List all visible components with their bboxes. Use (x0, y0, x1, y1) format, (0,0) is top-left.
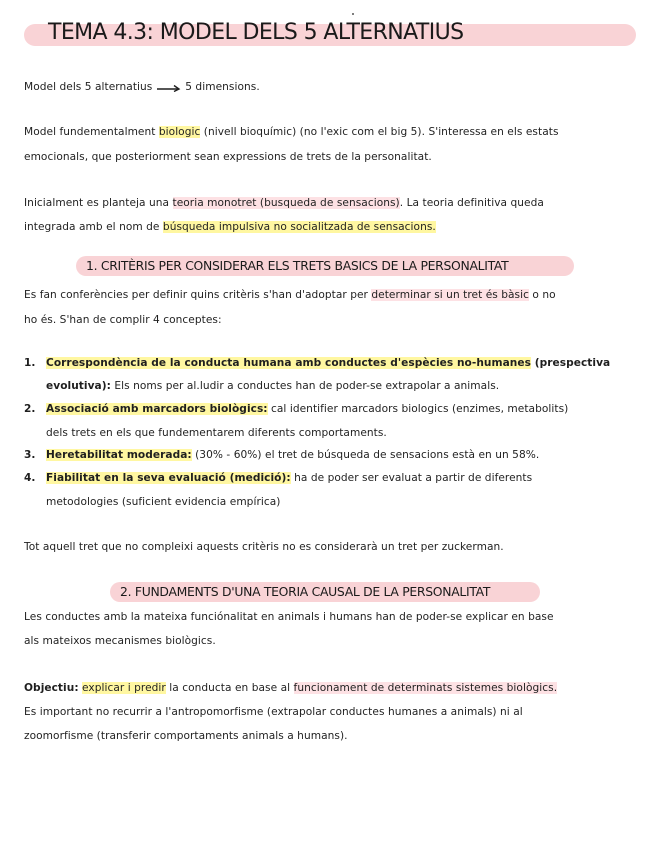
item1-rest: (prespectiva (530, 357, 611, 369)
section1-heading: 1. CRITÈRIS PER CONSIDERAR ELS TRETS BASICS DE LA PERSONALITAT (86, 258, 509, 273)
p2-text-c: . La teoria definitiva queda (399, 197, 544, 209)
s1-closing: Tot aquell tret que no compleixi aquests critèris no es considerarà un tret per zuckerman. (24, 541, 504, 553)
s1-line1 (24, 283, 556, 307)
section2-heading: 2. FUNDAMENTS D'UNA TEORIA CAUSAL DE LA PERSONALITAT (120, 584, 491, 599)
list-item-2-line2: dels trets en els que fundementarem diferents comportaments. (46, 427, 387, 439)
p2-text-d: integrada amb el nom de (24, 221, 163, 233)
s2-line1: Les conductes amb la mateixa funciónalitat en animals i humans han de poder-se explicar en base (24, 611, 554, 623)
p1-text-c: (nivell bioquímic) (no l'exic com el big 5). S'interessa en els estats (200, 126, 559, 138)
intro-left: Model dels 5 alternatius (24, 81, 153, 93)
s1-line2: ho és. S'han de complir 4 conceptes: (24, 314, 222, 326)
page-title: TEMA 4.3: MODEL DELS 5 ALTERNATIUS (48, 20, 464, 45)
item1-line2-bold: evolutiva): (46, 380, 111, 392)
item2-rest: cal identifier marcadors biologics (enzimes, metabolits) (267, 403, 569, 415)
p1-line1 (24, 120, 559, 144)
p2-highlight-busqueda: búsqueda impulsiva no socialitzada de sensacions. (162, 221, 436, 233)
s2-objective (24, 676, 557, 700)
s1-highlight-determinar: determinar si un tret és bàsic (371, 289, 529, 301)
s2-line4: Es important no recurrir a l'antropomorfisme (extrapolar conductes humanes a animals) ni al (24, 706, 523, 718)
s2-line2: als mateixos mecanismes biològics. (24, 635, 216, 647)
item3-bold: Heretabilitat moderada: (46, 449, 192, 461)
list-item-2-line1 (46, 397, 568, 421)
list-item-4-line1 (46, 466, 532, 490)
list-item-3-line1 (46, 443, 539, 467)
p2-line2 (24, 215, 436, 239)
list-item-1-line1 (46, 351, 610, 375)
arrow-right-icon (156, 82, 182, 92)
p1-text-a: Model fundementalment (24, 126, 159, 138)
list-item-4-line2: metodologies (suficient evidencia empírica) (46, 496, 281, 508)
item4-rest: ha de poder ser evaluat a partir de diferents (290, 472, 533, 484)
s1-text-c: o no (529, 289, 556, 301)
objective-highlight-funcionament: funcionament de determinats sistemes biològics. (293, 682, 558, 694)
p2-line1 (24, 191, 544, 215)
ink-dot (352, 13, 354, 15)
p1-highlight-biologic: biologic (158, 126, 201, 138)
intro-right: 5 dimensions. (185, 81, 260, 93)
objective-mid: la conducta en base al (165, 682, 294, 694)
p2-highlight-monotret: teoria monotret (busqueda de sensacions) (172, 197, 400, 209)
s1-text-a: Es fan conferències per definir quins critèris s'han d'adoptar per (24, 289, 372, 301)
item1-bold: Correspondència de la conducta humana amb conductes d'espècies no-humanes (46, 357, 531, 369)
p1-line2: emocionals, que posteriorment sean expressions de trets de la personalitat. (24, 151, 432, 163)
s2-line5: zoomorfisme (transferir comportaments animals a humans). (24, 730, 348, 742)
item4-bold: Fiabilitat en la seva evaluació (medició): (46, 472, 291, 484)
list-item-1-line2 (46, 374, 499, 398)
item3-rest: (30% - 60%) el tret de búsqueda de sensacions està en un 58%. (191, 449, 540, 461)
list-number-2: 2. (24, 403, 36, 415)
objective-label: Objectiu: (24, 682, 79, 694)
item1-line2: Els noms per al.ludir a conductes han de poder-se extrapolar a animals. (110, 380, 500, 392)
p2-text-a: Inicialment es planteja una (24, 197, 173, 209)
item2-bold: Associació amb marcadors biològics: (46, 403, 268, 415)
list-number-1: 1. (24, 357, 36, 369)
list-number-4: 4. (24, 472, 36, 484)
intro-line (24, 75, 260, 99)
objective-highlight-explicar: explicar i predir (82, 682, 166, 694)
list-number-3: 3. (24, 449, 36, 461)
